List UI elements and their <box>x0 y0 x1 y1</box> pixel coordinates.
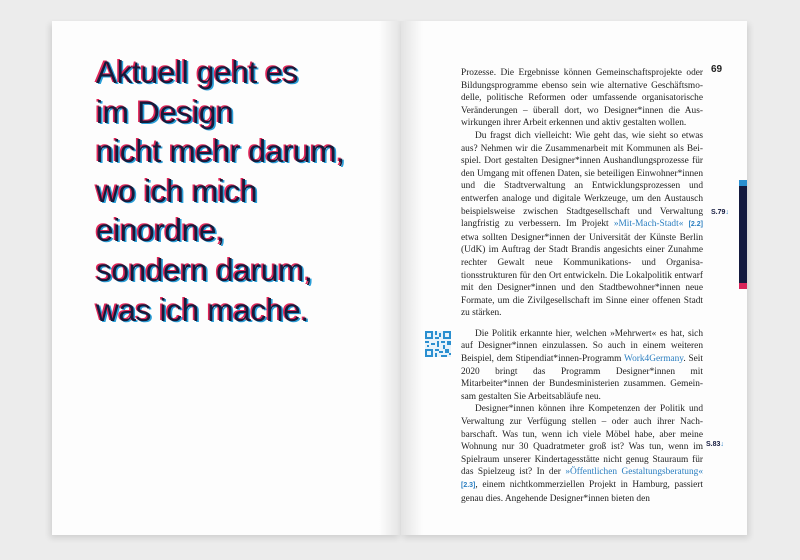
margin-color-bar <box>739 180 747 289</box>
reference-tag: [2.3] <box>461 482 476 489</box>
paragraph: Du fragst dich vielleicht: Wie geht das, wie sieht so etwas aus? Nehmen wir die Zusammenarbeit mit Kommunen als Beispiel. Dort gestalten Designer*innen Aushandlungsprozesse für den Umgang mit offenen Daten, sie beteiligen Einwohner*innen und die Stadtverwaltung an Entwicklungsprozessen und entwerfen analoge und digitale Werkzeuge, um den Austausch beispielsweise zwischen Stadtgesellschaft und Verwaltung langfristig zu verbessern. Im Projekt »Mit-Mach-Stadt« [2.2] etwa sollten Designer*innen der Universität der Künste Berlin (UdK) im Auftrag der Stadt Brandis angesichts einer Zunahme rechter Gewalt neue Kommunikations- und Organisationsstrukturen für den Ort entwickeln. Die Lokalpolitik entwarf mit den Designer*innen und den Stadtbewohner*innen neue Formate, um die Zivilgesellschaft im Sinne einer offenen Stadt zu stärken. <box>461 130 703 319</box>
paragraph: Prozesse. Die Ergebnisse können Gemeinschaftsprojekte oder Bildungsprogramme ebenso sein wie alternative Geschäftsmodelle, politische Reformen oder umfassende organisatorische Veränderungen – überall dort, wo Designer*innen die Auswirkungen ihrer Arbeit erkennen und aktiv gestalten wollen. <box>461 68 703 129</box>
right-page <box>401 21 747 535</box>
headline-line: im Design <box>96 93 234 130</box>
headline-line: nicht mehr darum, <box>96 133 345 170</box>
project-link-mit-mach-stadt[interactable]: »Mit-Mach-Stadt« <box>613 219 684 230</box>
headline-line: wo ich mich <box>96 172 258 209</box>
headline-line: einordne, <box>96 212 225 249</box>
book-spread <box>52 21 747 535</box>
paragraph: Die Politik erkannte hier, welchen »Mehrwert« es hat, sich auf Designer*innen einzulassen. So auch in einem weiteren Beispiel, dem Stipendiat*innen-Programm Work4Germany. Seit 2020 bringt das Programm Designer*innen mit Mitarbeiter*innen der Bundesministerien zusammen. Gemeinsam gestalten Sie Arbeitsabläufe neu. <box>461 328 703 402</box>
project-link-gestaltungsberatung[interactable]: »Öffentlichen Gestaltungsberatung« <box>565 467 703 478</box>
page-number: 69 <box>711 64 723 75</box>
paragraph: Designer*innen können ihre Kompetenzen der Politik und Verwaltung zur Verfügung stellen – oder auch ihrer Nachbarschaft. Was tun, wenn ich viele Möbel habe, aber meine Wohnung nur 30 Quadratmeter groß ist? Was tun, wenn im Spielraum unserer Kindertagesstätte nicht genug Stauraum für das Spielzeug ist? In der »Öffentlichen Gestaltungsberatung« [2.3], einem nichtkommerziellen Projekt in Hamburg, passiert genau dies. Angehende Designer*innen bieten den <box>461 404 703 504</box>
margin-page-ref[interactable]: S.83↓ <box>706 441 724 448</box>
arrow-down-icon: ↓ <box>725 209 729 216</box>
project-link-work4germany[interactable]: Work4Germany <box>624 354 684 365</box>
headline-line: sondern darum, <box>96 251 313 288</box>
margin-page-ref[interactable]: S.79↓ <box>711 209 729 216</box>
headline-quote <box>96 53 396 330</box>
qr-code-icon[interactable] <box>425 331 451 357</box>
arrow-down-icon: ↓ <box>720 441 724 448</box>
body-text <box>461 67 703 505</box>
reference-tag: [2.2] <box>688 221 703 229</box>
left-page <box>52 21 401 535</box>
headline-line: Aktuell geht es <box>96 54 299 90</box>
headline-line: was ich mache. <box>96 291 309 328</box>
